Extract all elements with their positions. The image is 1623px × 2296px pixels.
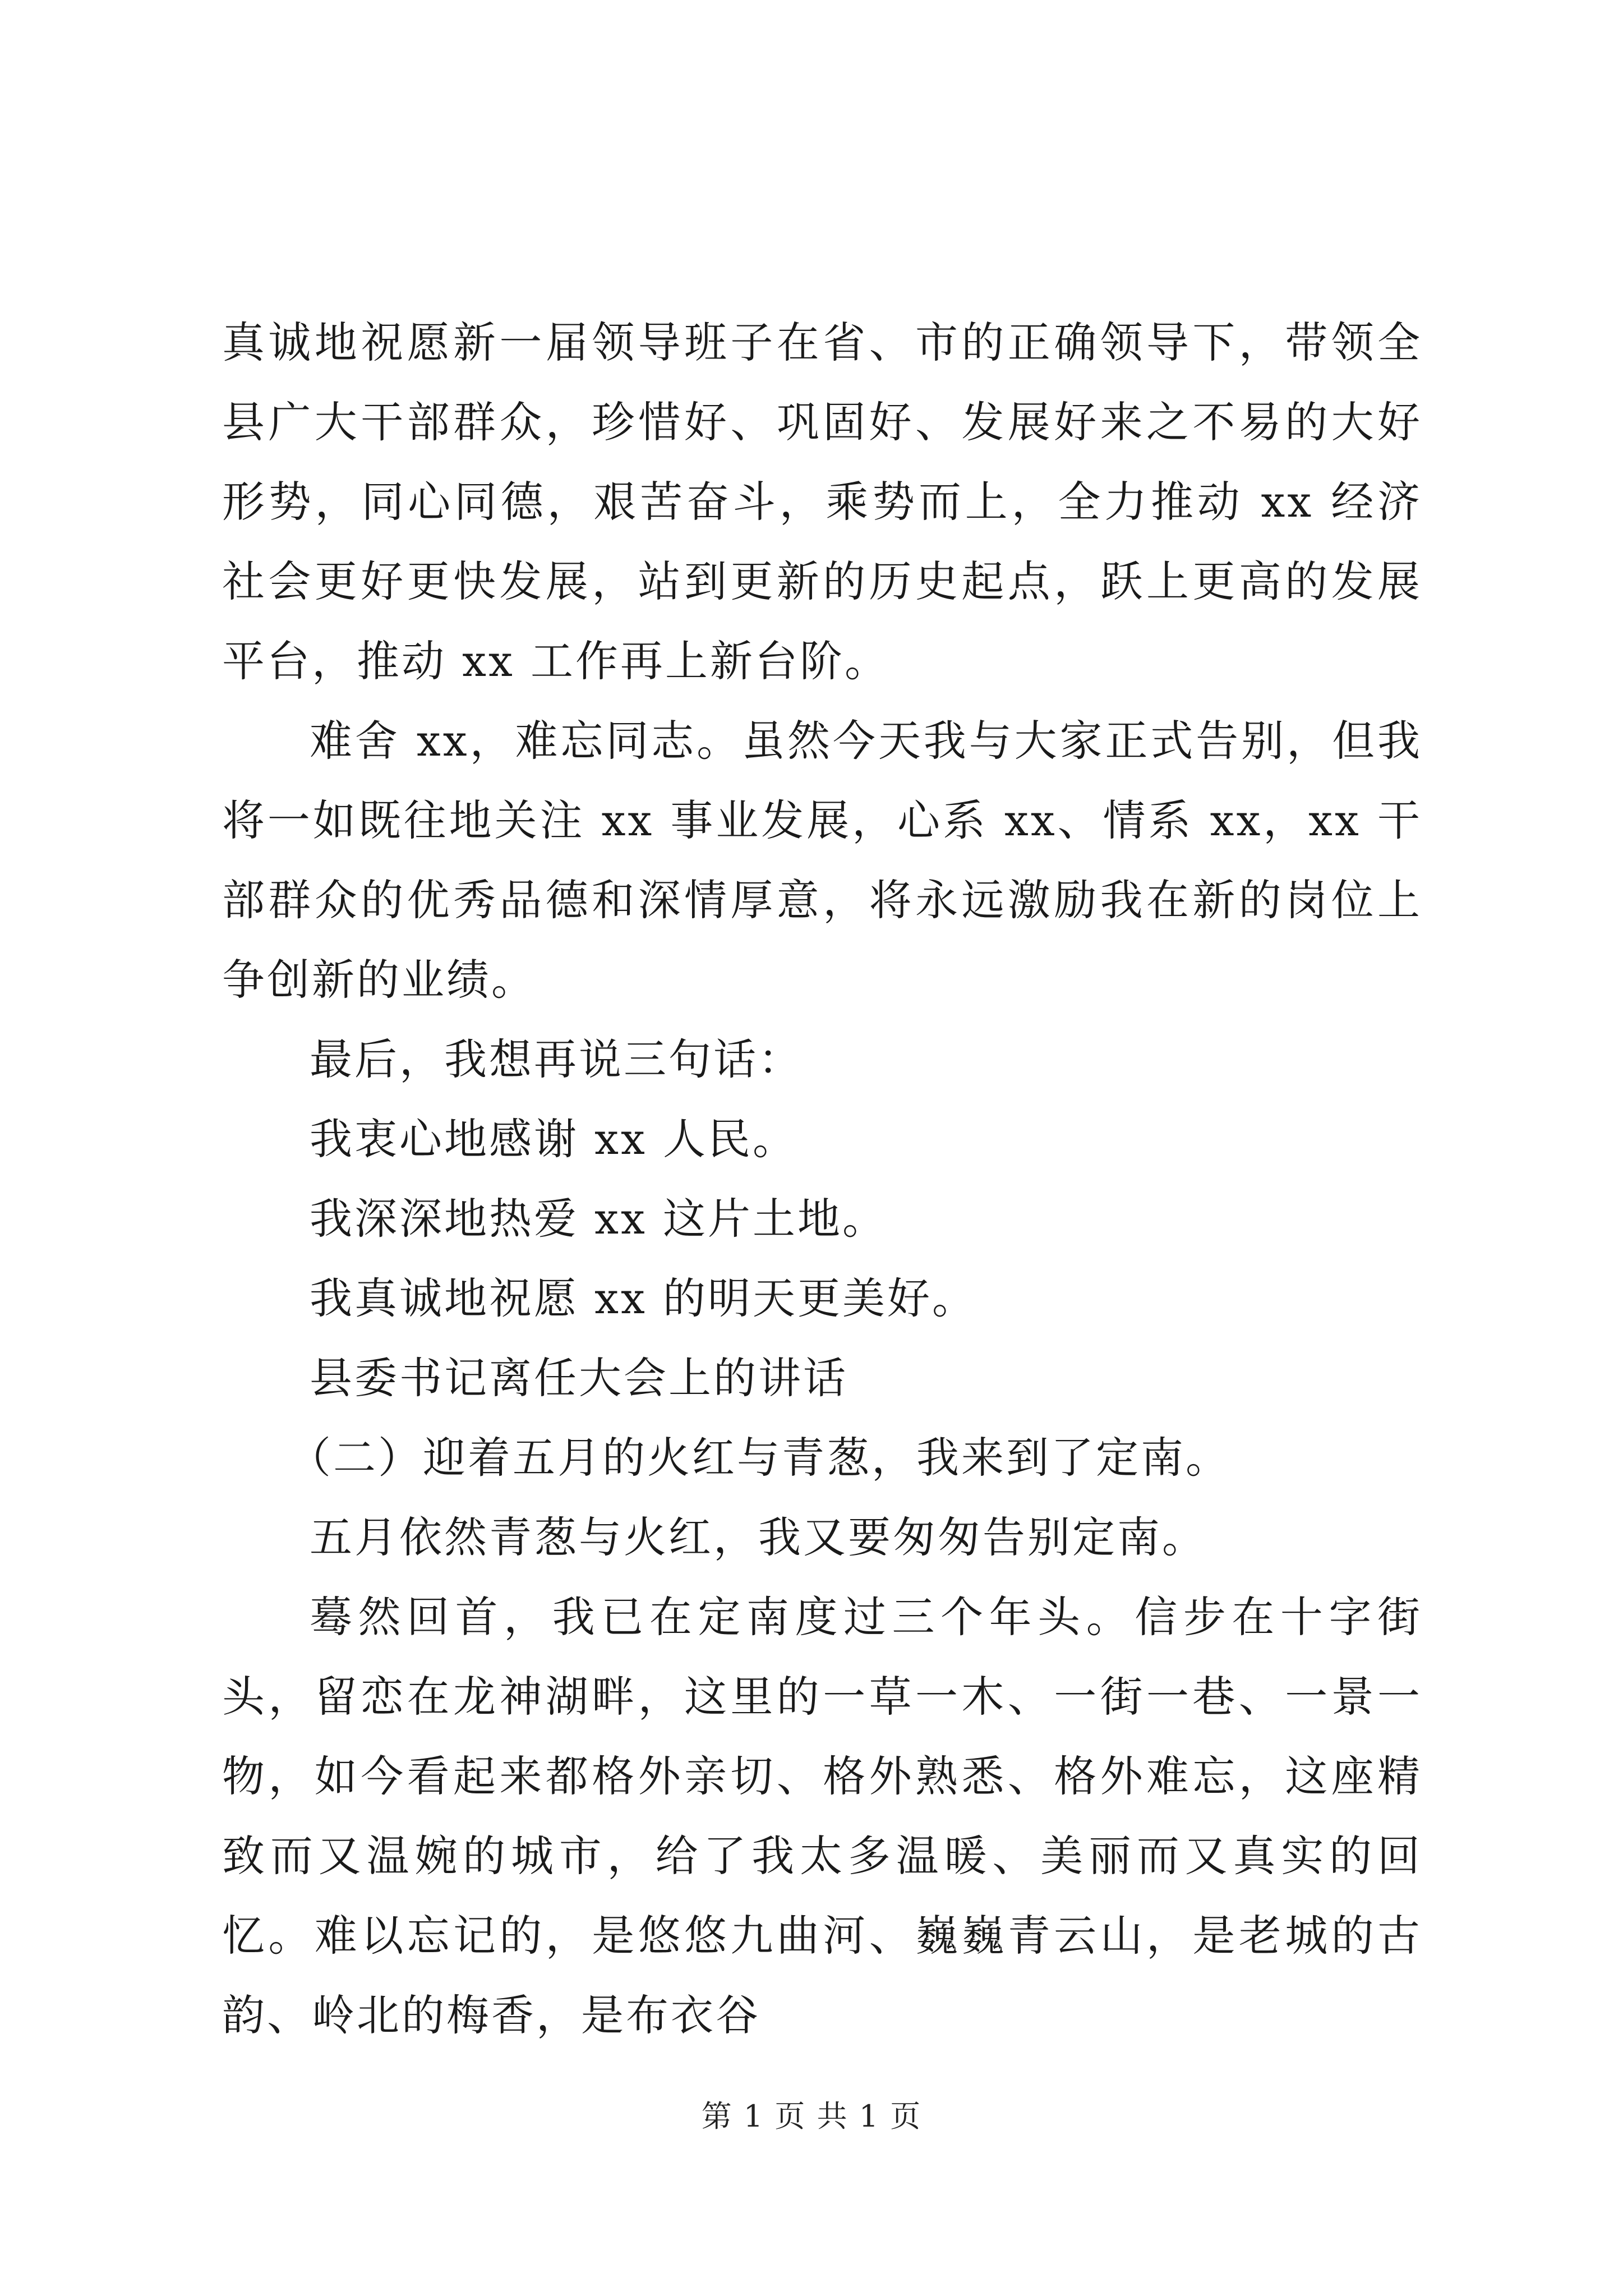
section-heading: 县委书记离任大会上的讲话 <box>310 1353 848 1403</box>
document-body <box>222 303 1422 2055</box>
paragraph-thanks-people: 我衷心地感谢 xx 人民。 <box>310 1114 798 1164</box>
page-footer: 第 1 页 共 1 页 <box>701 2099 922 2134</box>
paragraph-three-sentences-intro: 最后，我想再说三句话： <box>310 1034 803 1084</box>
paragraph-looking-back: 蓦然回首，我已在定南度过三个年头。信步在十字街头，留恋在龙神湖畔，这里的一草一木、一街一巷、一景一物，如今看起来都格外亲切、格外熟悉、格外难忘，这座精致而又温婉的城市，给了我太多温暖、美丽而又真实的回忆。难以忘记的，是悠悠九曲河、巍巍青云山，是老城的古韵、岭北的梅香，是布衣谷 <box>222 1592 1422 2040</box>
paragraph-part-two-opening: （二）迎着五月的火红与青葱，我来到了定南。 <box>288 1433 1230 1483</box>
paragraph-continuation: 真诚地祝愿新一届领导班子在省、市的正确领导下，带领全县广大干部群众，珍惜好、巩固好、发展好来之不易的大好形势，同心同德，艰苦奋斗，乘势而上，全力推动 xx 经济社会更好更快发展，站到更新的历史起点，跃上更高的发展平台，推动 xx 工作再上新台阶。 <box>222 318 1422 686</box>
paragraph-may-farewell: 五月依然青葱与火红，我又要匆匆告别定南。 <box>310 1512 1207 1562</box>
paragraph-wish-future: 我真诚地祝愿 xx 的明天更美好。 <box>310 1273 978 1323</box>
paragraph-farewell: 难舍 xx，难忘同志。虽然今天我与大家正式告别，但我将一如既往地关注 xx 事业发展，心系 xx、情系 xx，xx 干部群众的优秀品德和深情厚意，将永远激励我在新的岗位上争创新的业绩。 <box>222 716 1422 1005</box>
paragraph-love-land: 我深深地热爱 xx 这片土地。 <box>310 1194 888 1244</box>
